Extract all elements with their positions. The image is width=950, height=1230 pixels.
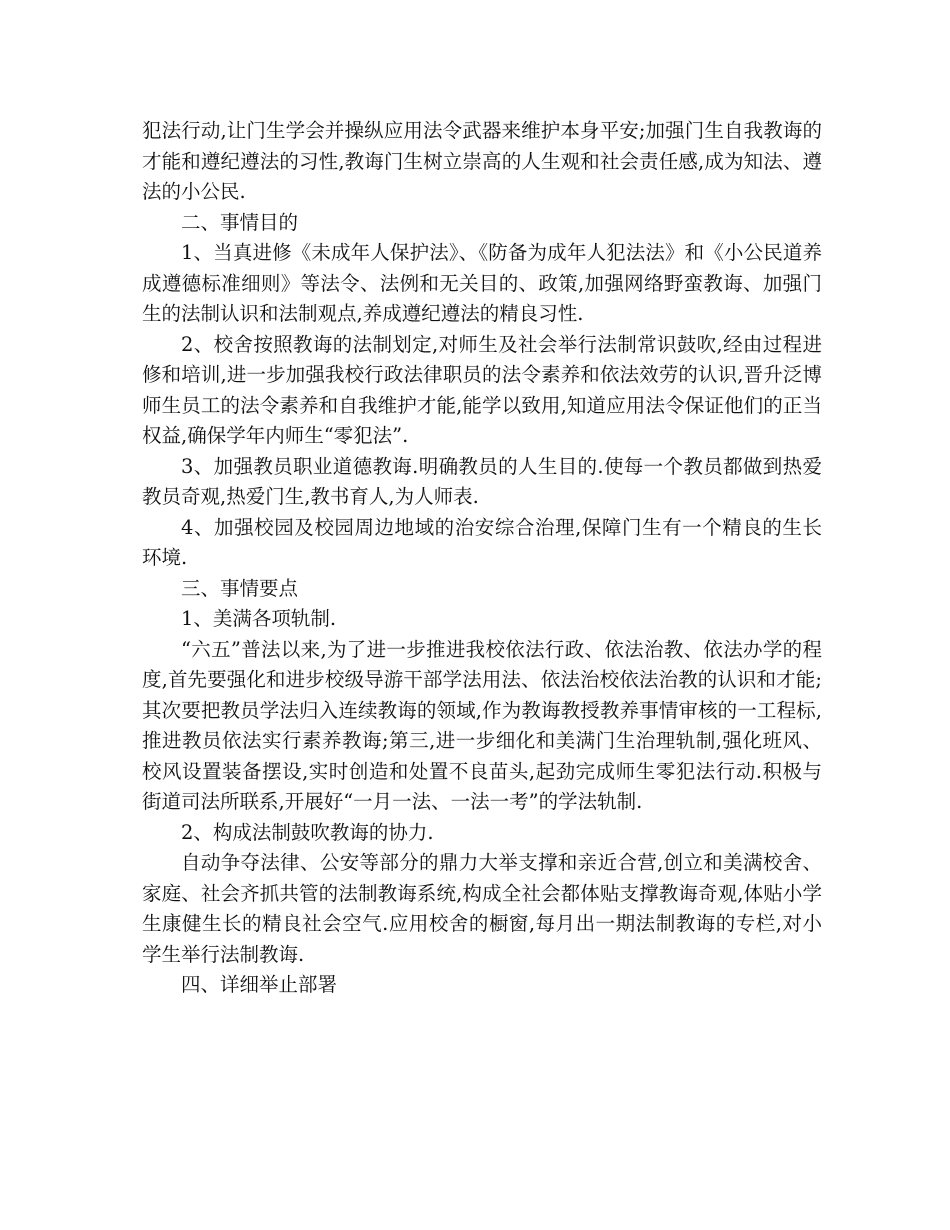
paragraph-goal-4: 4、加强校园及校园周边地域的治安综合治理,保障门生有一个精良的生长环境. <box>142 515 822 569</box>
section-heading-activity-plan: 四、详细举止部署 <box>181 973 338 996</box>
subheading-improve-systems: 1、美满各项轨制. <box>181 607 337 630</box>
paragraph-goal-1: 1、当真进修《未成年人保护法》、《防备为成年人犯法法》和《小公民道养成遵德标准细则》等法令、法例和无关目的、政策,加强网络野蛮教诲、加强门生的法制认识和法制观点,养成遵纪遵法的精良习性. <box>142 241 822 325</box>
paragraph-intro-continuation: 犯法行动,让门生学会并操纵应用法令武器来维护本身平安;加强门生自我教诲的才能和遵纪遵法的习性,教诲门生树立崇高的人生观和社会责任感,成为知法、遵法的小公民. <box>142 119 822 203</box>
paragraph-joint-effort: 自动争夺法律、公安等部分的鼎力大举支撑和亲近合营,创立和美满校舍、家庭、社会齐抓共管的法制教诲系统,构成全社会都体贴支撑教诲奇观,体贴小学生康健生长的精良社会空气.应用校舍的橱窗,每月出一期法制教诲的专栏,对小学生举行法制教诲. <box>142 851 822 966</box>
section-heading-work-points: 三、事情要点 <box>181 576 299 600</box>
paragraph-goal-3: 3、加强教员职业道德教诲.明确教员的人生目的.使每一个教员都做到热爱教员奇观,热爱门生,教书育人,为人师表. <box>142 454 822 508</box>
document-body <box>142 116 822 1001</box>
paragraph-goal-2: 2、校舍按照教诲的法制划定,对师生及社会举行法制常识鼓吹,经由过程进修和培训,进一步加强我校行政法律职员的法令素养和依法效劳的认识,晋升泛博师生员工的法令素养和自我维护才能,能学以致用,知道应用法令保证他们的正当权益,确保学年内师生“零犯法”. <box>142 332 822 447</box>
section-heading-work-goals: 二、事情目的 <box>181 210 299 234</box>
paragraph-improve-systems: “六五”普法以来,为了进一步推进我校依法行政、依法治教、依法办学的程度,首先要强化和进步校级导游干部学法用法、依法治校依法治教的认识和才能;其次要把教员学法归入连续教诲的领域,作为教诲教授教养事情审核的一工程标,推进教员依法实行素养教诲;第三,进一步细化和美满门生治理轨制,强化班风、校风设置装备摆设,实时创造和处置不良苗头,起劲完成师生零犯法行动.积极与街道司法所联系,开展好“一月一法、一法一考”的学法轨制. <box>142 637 822 813</box>
subheading-joint-effort: 2、构成法制鼓吹教诲的协力. <box>181 820 434 844</box>
